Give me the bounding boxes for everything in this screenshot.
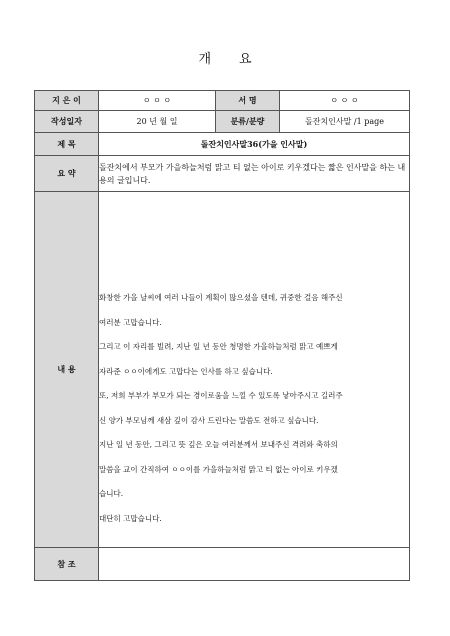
reference-label: 참 조: [35, 548, 99, 581]
signature-label: 서 명: [216, 91, 280, 111]
category-label: 분류/분량: [216, 111, 280, 133]
author-value: ㅇ ㅇ ㅇ: [99, 91, 216, 111]
category-value: 돌잔치인사말 /1 page: [280, 111, 410, 133]
subject-label: 제 목: [35, 133, 99, 156]
content-line: 지난 일 년 동안, 그리고 뜻 깊은 오늘 여러분께서 보내주신 격려와 축하의: [99, 440, 338, 449]
content-line: 대단히 고맙습니다.: [99, 513, 162, 523]
content-body: [99, 192, 410, 548]
subject-row: [35, 133, 410, 156]
content-line: 또, 저희 부부가 부모가 되는 경이로움을 느낄 수 있도록 낳아주시고 길러주: [99, 391, 343, 400]
signature-value: ㅇ ㅇ ㅇ: [280, 91, 410, 111]
author-label: 지 은 이: [35, 91, 99, 111]
reference-value: [99, 548, 410, 581]
content-line: 신 양가 부모님께 새삼 깊이 감사 드린다는 말씀도 전하고 싶습니다.: [99, 415, 319, 425]
author-row: [35, 91, 410, 111]
summary-form-table: [34, 90, 410, 581]
summary-row: [35, 156, 410, 192]
subject-value: 돌잔치인사말36(가을 인사말): [99, 133, 410, 156]
date-value: 20 년 월 일: [99, 111, 216, 133]
page-title: [0, 48, 450, 67]
content-line: 말씀을 교이 간직하여 ㅇㅇ이를 가을하늘처럼 맑고 티 없는 아이로 키우겠: [99, 464, 338, 474]
content-line: 화창한 가을 날씨에 여러 나들이 계획이 많으셨을 텐데, 귀중한 걸음 해주신: [99, 293, 343, 302]
content-row: [35, 192, 410, 548]
page-title-second-char: 요: [239, 52, 252, 67]
content-line: 습니다.: [99, 489, 124, 498]
page-title-first-char: 개: [198, 52, 211, 67]
content-label: 내 용: [35, 192, 99, 548]
date-row: [35, 111, 410, 133]
summary-label: 요 약: [35, 156, 99, 192]
content-line: 여러분 고맙습니다.: [99, 317, 162, 327]
summary-text: 돌잔치에서 부모가 가을하늘처럼 맑고 티 없는 아이로 키우겠다는 짧은 인사말을 하는 내용의 글입니다.: [99, 156, 410, 192]
content-line: 그리고 이 자리를 빌려, 지난 일 년 동안 청명한 가을하늘처럼 맑고 예쁘게: [99, 342, 338, 351]
reference-row: [35, 548, 410, 581]
date-label: 작성일자: [35, 111, 99, 133]
content-line: 자라준 ㅇㅇ이에게도 고맙다는 인사를 하고 싶습니다.: [99, 366, 273, 376]
